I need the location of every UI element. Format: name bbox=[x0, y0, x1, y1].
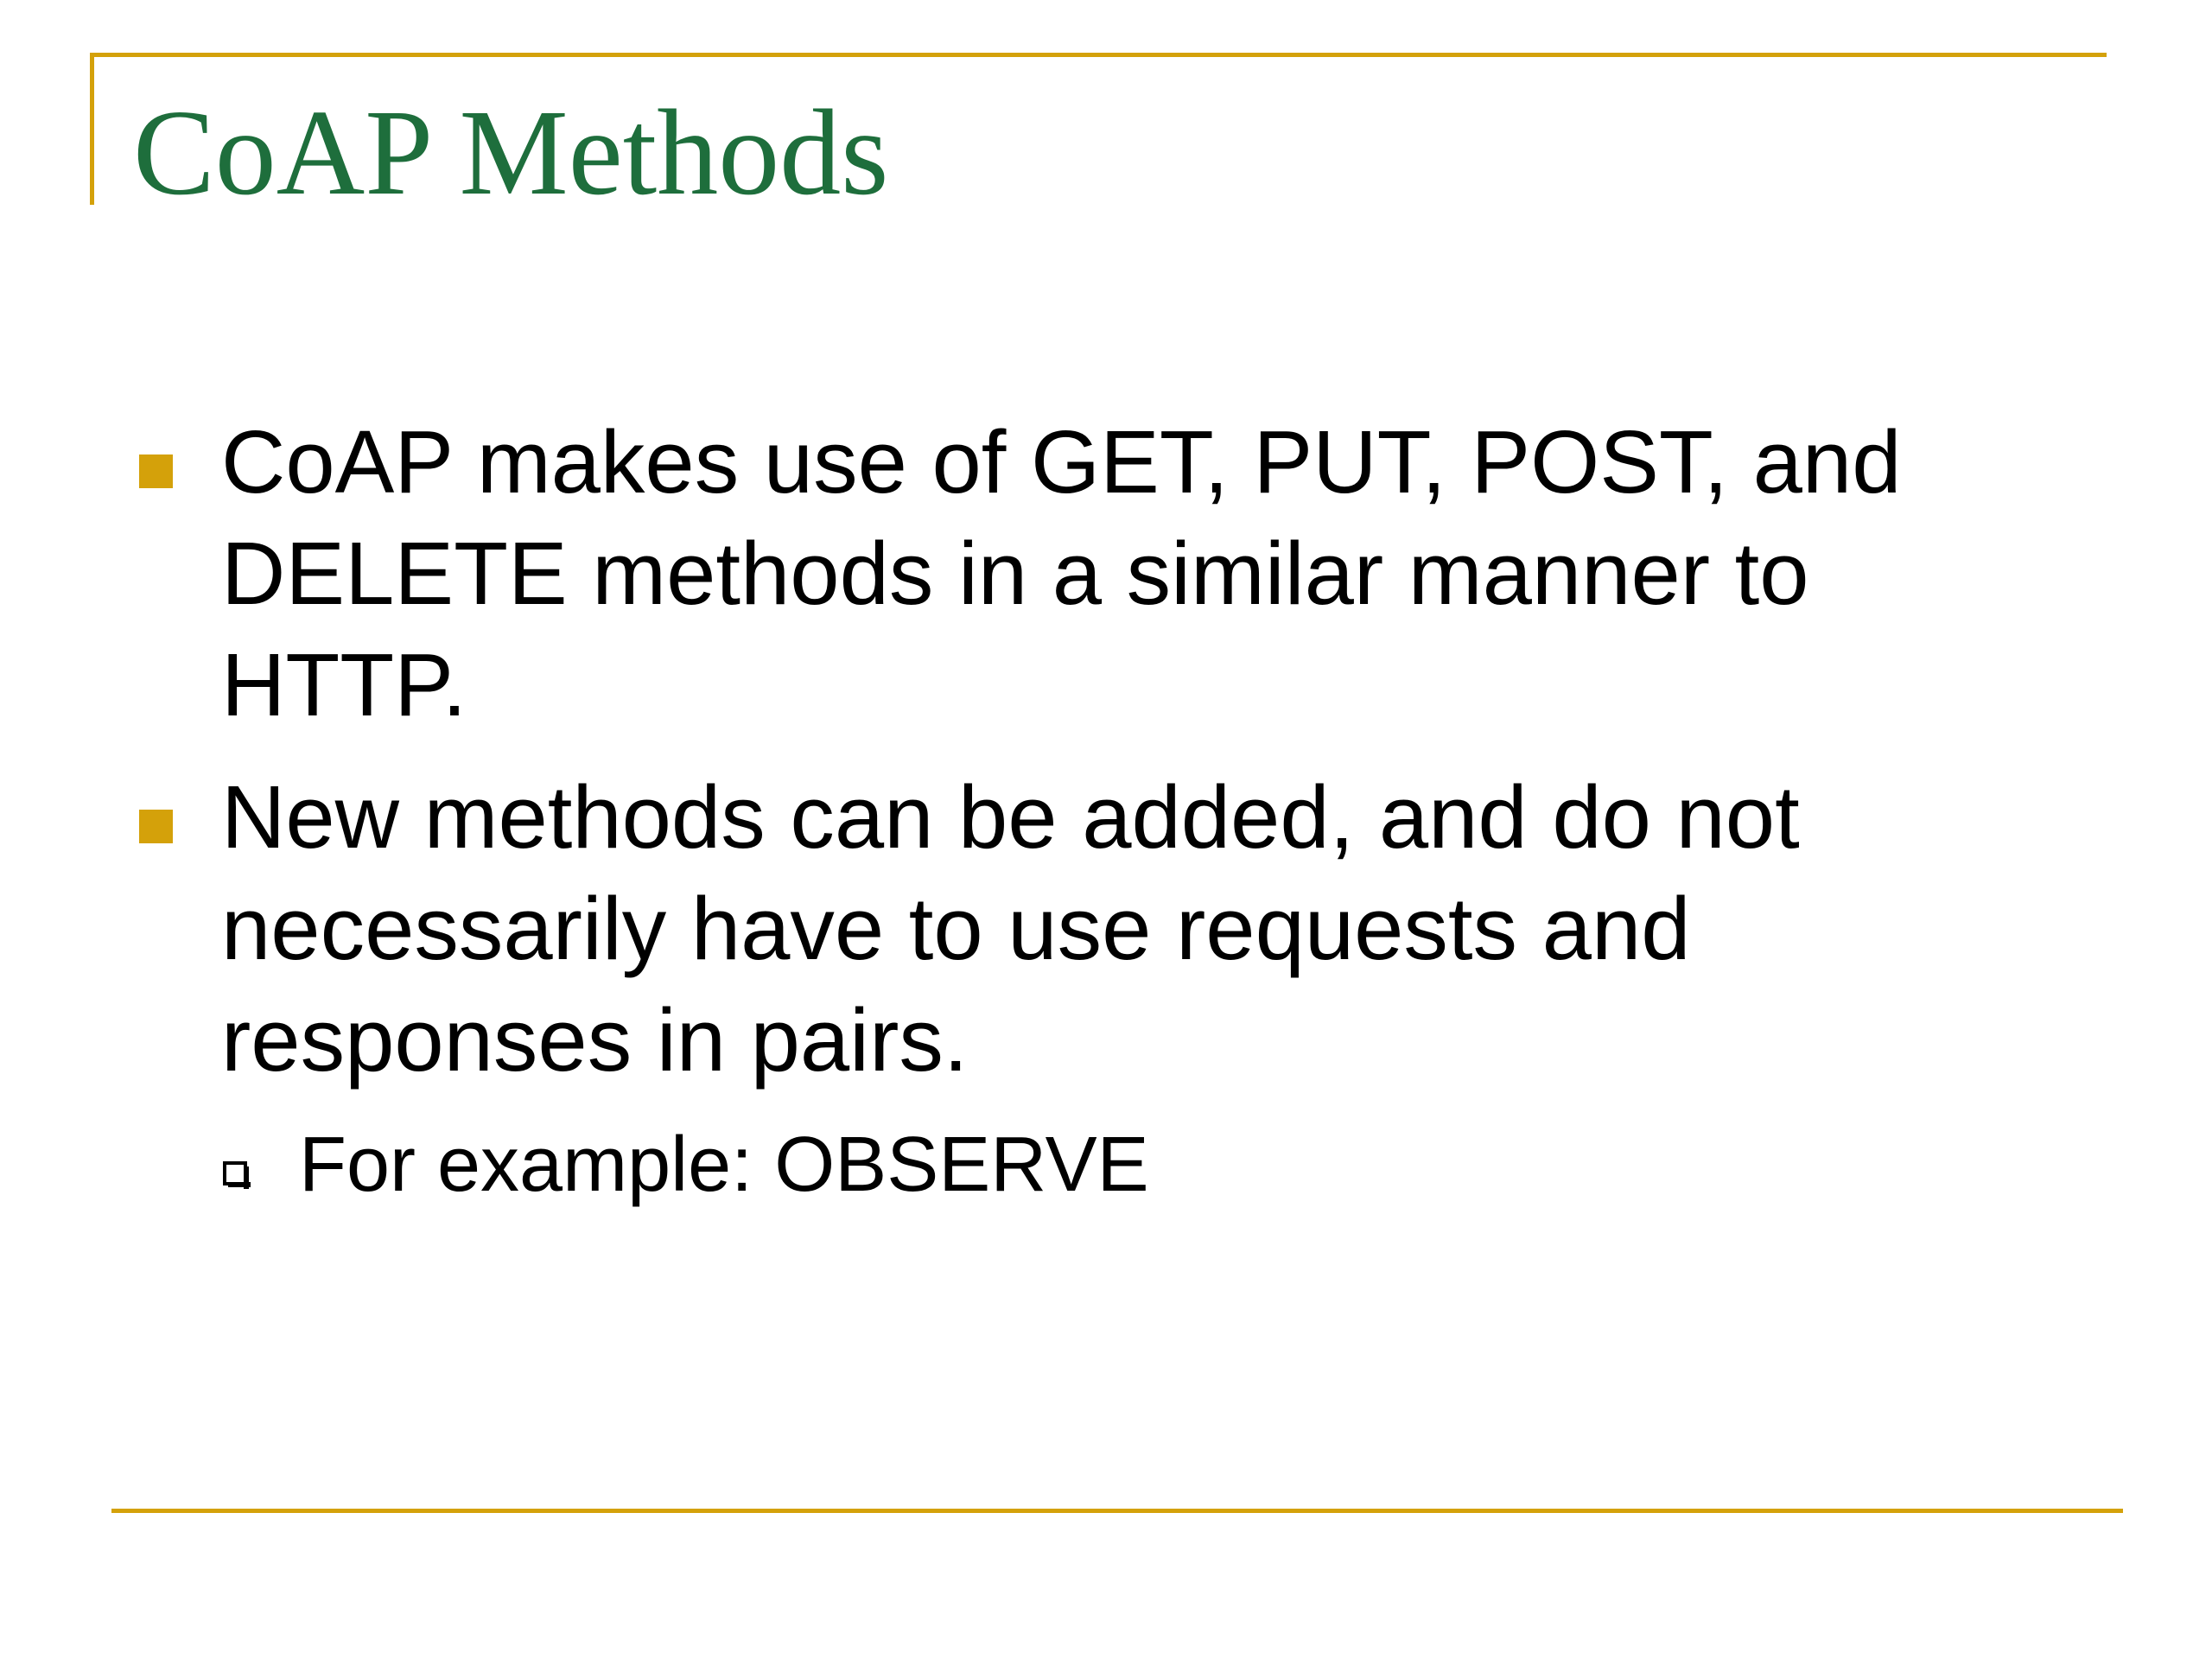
bullet-item bbox=[135, 761, 2079, 1096]
top-decorative-rule bbox=[90, 53, 2107, 57]
sub-bullet-item bbox=[135, 1116, 2079, 1213]
slide-title: CoAP Methods bbox=[133, 84, 889, 220]
bullet-text: CoAP makes use of GET, PUT, POST, and DELETE methods in a similar manner to HTTP. bbox=[221, 412, 1902, 734]
bottom-decorative-rule bbox=[111, 1509, 2123, 1513]
left-decorative-tick bbox=[90, 53, 94, 205]
bullet-text: New methods can be added, and do not necessarily have to use requests and responses in pairs. bbox=[221, 767, 1800, 1090]
square-bullet-icon bbox=[139, 810, 173, 843]
slide-body bbox=[135, 406, 2079, 1213]
bullet-item bbox=[135, 406, 2079, 741]
shadowed-box-bullet-icon bbox=[223, 1161, 247, 1185]
sub-bullet-text: For example: OBSERVE bbox=[299, 1122, 1149, 1208]
square-bullet-icon bbox=[139, 454, 173, 488]
